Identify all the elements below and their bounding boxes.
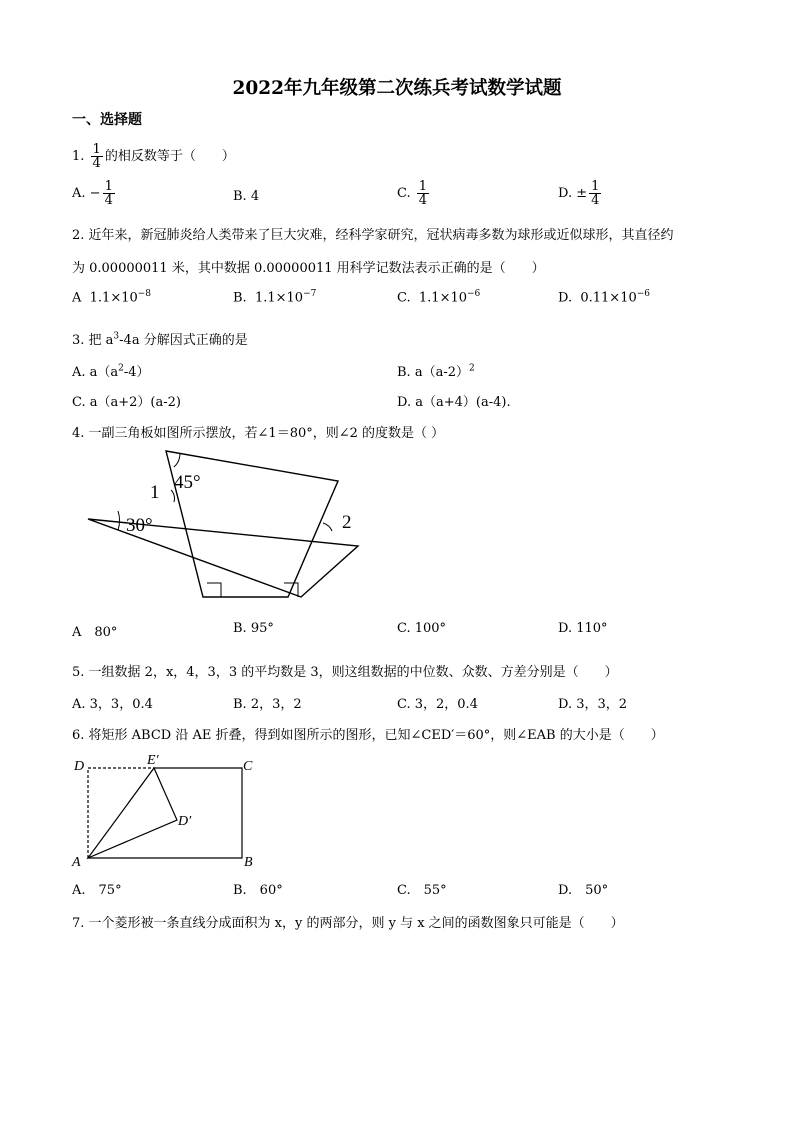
folded-triangle	[88, 768, 177, 858]
angle-label-45: 45°	[174, 472, 201, 493]
q1-option-d[interactable]: D. ± $\frac{1}{4}$	[558, 179, 600, 208]
right-angle-mark	[207, 583, 221, 597]
question-number: 1.	[72, 149, 85, 164]
question-1	[72, 143, 235, 170]
point-label-d-prime: D′	[178, 814, 192, 829]
angle-arc-30	[118, 511, 120, 530]
triangle-set-figure	[80, 445, 370, 605]
point-label-b: B	[244, 855, 253, 870]
fraction: $\frac{1}{4}$	[92, 142, 101, 171]
q3-option-a[interactable]: A. $a(a^2-4)$	[72, 363, 150, 380]
q6-option-d[interactable]: D. 50°	[558, 883, 609, 898]
angle-label-1: 1	[150, 482, 160, 503]
folded-rectangle-figure	[70, 750, 270, 872]
point-label-a: A	[72, 855, 81, 870]
question-text: 的相反数等于（ ）	[104, 149, 235, 164]
q3-option-d[interactable]: D. a（a+4）(a-4).	[397, 395, 511, 410]
question-4: 4. 一副三角板如图所示摆放，若∠1＝80°，则∠2 的度数是（ ）	[72, 426, 445, 441]
q4-option-b[interactable]: B. 95°	[233, 621, 274, 636]
q4-option-c[interactable]: C. 100°	[397, 621, 447, 636]
question-6: 6. 将矩形 ABCD 沿 AE 折叠，得到如图所示的图形，已知∠CED′＝60°，则∠EAB 的大小是（ ）	[72, 728, 664, 743]
point-label-c: C	[243, 759, 253, 774]
q4-option-d[interactable]: D. 110°	[558, 621, 608, 636]
angle-label-30: 30°	[126, 515, 153, 536]
q6-option-b[interactable]: B. 60°	[233, 883, 283, 898]
q6-option-a[interactable]: A. 75°	[72, 883, 122, 898]
angle-arc-45	[174, 454, 180, 467]
point-label-d: D	[74, 759, 85, 774]
question-5: 5. 一组数据 2，x，4，3，3 的平均数是 3，则这组数据的中位数、众数、方差分别是（ ）	[72, 665, 618, 680]
q2-option-b[interactable]: B. $1.1\times 10^{-7}$	[233, 289, 317, 306]
rectangle-edges	[88, 768, 242, 858]
q2-option-a[interactable]: A $1.1\times 10^{-8}$	[72, 289, 152, 306]
q1-option-a[interactable]: A. − $\frac{1}{4}$	[72, 179, 113, 208]
angle-label-2: 2	[342, 512, 352, 533]
question-2-line-1: 2. 近年来，新冠肺炎给人类带来了巨大灾难，经科学家研究，冠状病毒多数为球形或近似球形，其直径约	[72, 228, 674, 243]
q1-option-b[interactable]: B. 4	[233, 189, 260, 204]
q3-option-b[interactable]: B. $a(a-2)^2$	[397, 363, 475, 380]
q1-option-c[interactable]: C. $\frac{1}{4}$	[397, 179, 428, 208]
q2-option-d[interactable]: D. $0.11\times 10^{-6}$	[558, 289, 651, 306]
page-title: 2022年九年级第二次练兵考试数学试题	[232, 78, 562, 99]
q5-option-a[interactable]: A. 3，3，0.4	[72, 697, 153, 712]
q5-option-b[interactable]: B. 2，3，2	[233, 697, 302, 712]
angle-arc-2	[323, 523, 332, 531]
q6-option-c[interactable]: C. 55°	[397, 883, 447, 898]
q4-option-a[interactable]: A 80°	[72, 625, 118, 640]
question-3: 3. 把 $a^3-4a$ 分解因式正确的是	[72, 331, 248, 348]
question-7: 7. 一个菱形被一条直线分成面积为 x，y 的两部分，则 y 与 x 之间的函数图象只可能是（ ）	[72, 916, 624, 931]
question-2-line-2: 为 0.00000011 米，其中数据 0.00000011 用科学记数法表示正确的是（ ）	[72, 261, 545, 276]
point-label-e-prime: E′	[147, 753, 159, 768]
q2-option-c[interactable]: C. $1.1\times 10^{-6}$	[397, 289, 481, 306]
q5-option-d[interactable]: D. 3，3，2	[558, 697, 628, 712]
section-heading: 一、选择题	[72, 112, 142, 128]
q3-option-c[interactable]: C. a（a+2）(a-2)	[72, 395, 181, 410]
q5-option-c[interactable]: C. 3，2，0.4	[397, 697, 478, 712]
